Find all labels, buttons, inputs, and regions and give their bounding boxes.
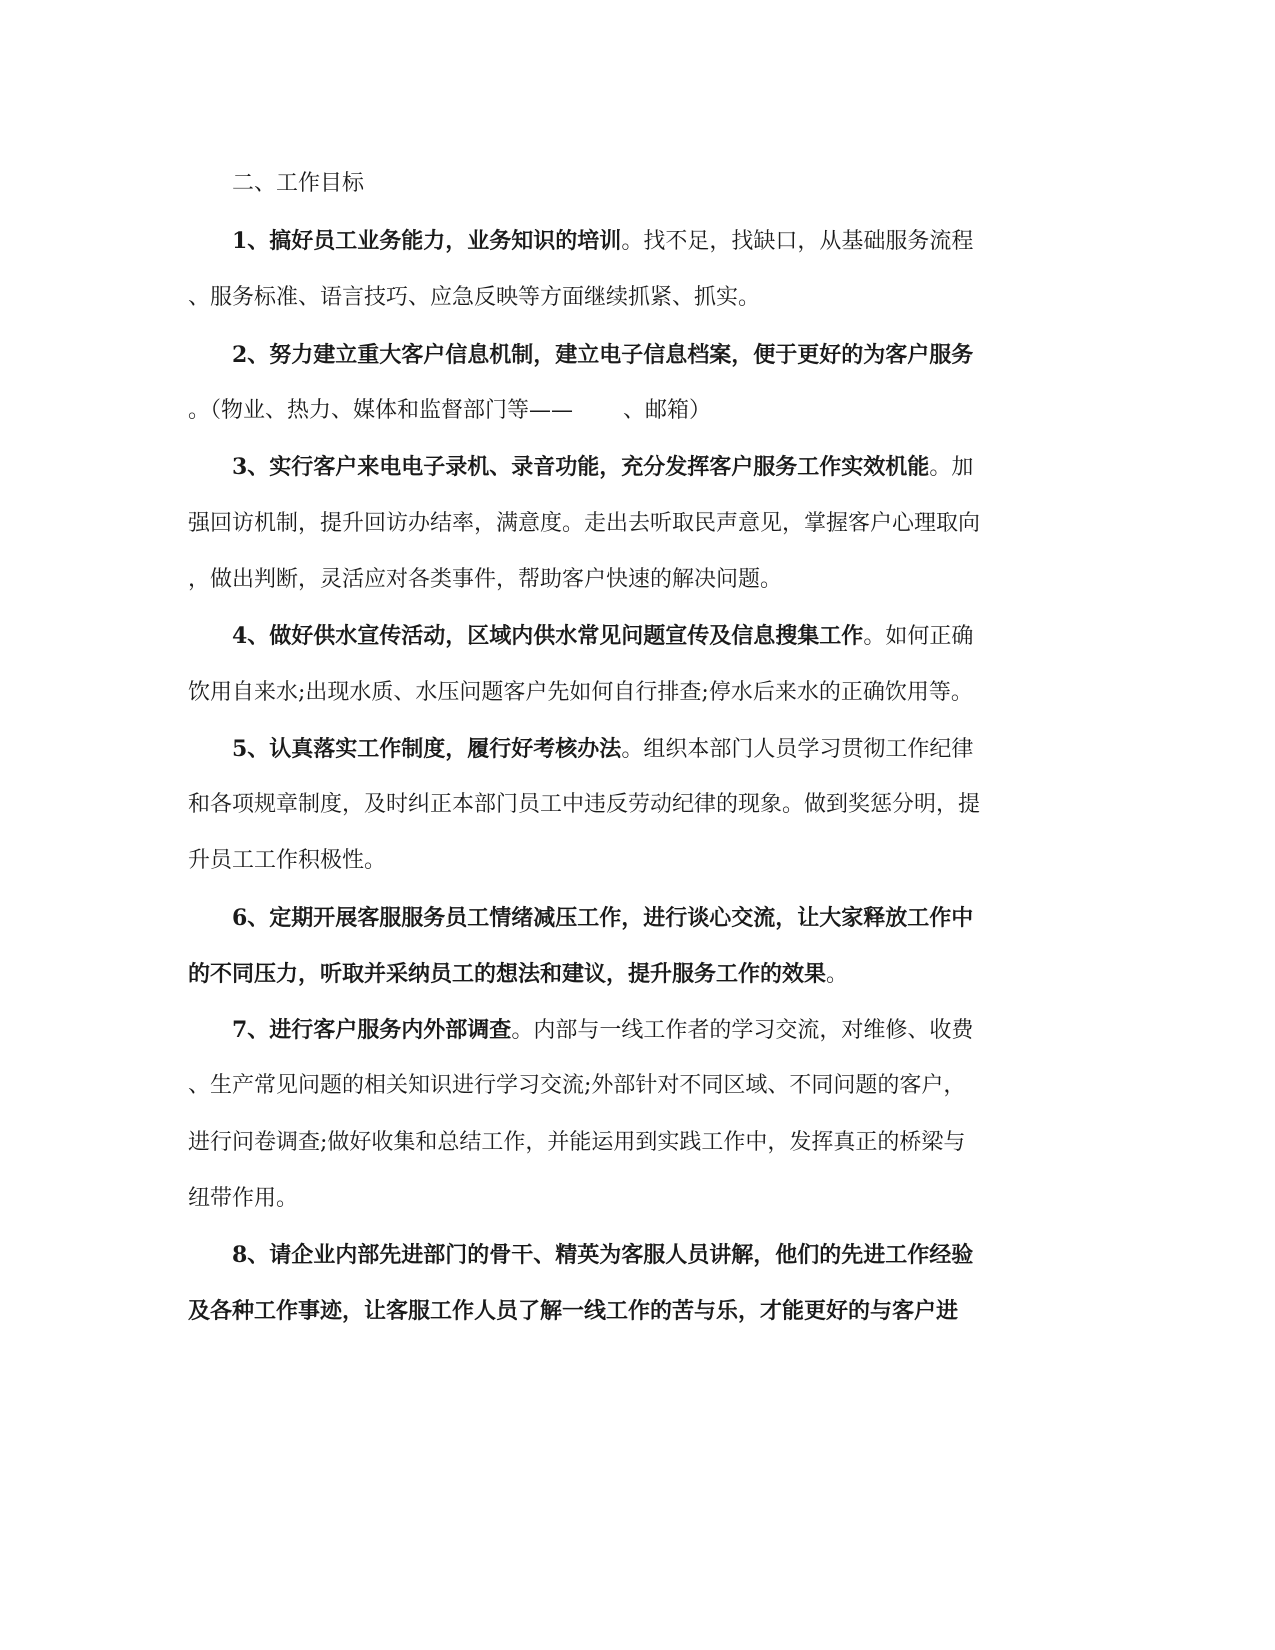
paragraph-5-lead: 5、认真落实工作制度，履行好考核办法 bbox=[232, 736, 622, 762]
paragraph-6 bbox=[232, 904, 973, 933]
paragraph-4-lead: 4、做好供水宣传活动，区域内供水常见问题宣传及信息搜集工作 bbox=[232, 623, 864, 649]
paragraph-6-line-2: 的不同压力，听取并采纳员工的想法和建议，提升服务工作的效果。 bbox=[188, 961, 849, 987]
paragraph-2-line-2: 。（物业、热力、媒体和监督部门等—— 、邮箱） bbox=[188, 398, 712, 423]
paragraph-8-lead: 8、请企业内部先进部门的骨干、精英为客服人员讲解，他们的先进工作经验 bbox=[232, 1242, 974, 1268]
paragraph-5-line-2: 和各项规章制度，及时纠正本部门员工中违反劳动纪律的现象。做到奖惩分明，提 bbox=[188, 792, 981, 817]
paragraph-7-line-4: 纽带作用。 bbox=[188, 1186, 299, 1211]
paragraph-4: 4、做好供水宣传活动，区域内供水常见问题宣传及信息搜集工作。如何正确 bbox=[232, 623, 974, 649]
paragraph-1-line-2: 、服务标准、语言技巧、应急反映等方面继续抓紧、抓实。 bbox=[188, 285, 761, 310]
paragraph-3-line-3: ，做出判断，灵活应对各类事件，帮助客户快速的解决问题。 bbox=[188, 567, 783, 592]
paragraph-8 bbox=[232, 1241, 973, 1270]
paragraph-3-lead: 3、实行客户来电电子录机、录音功能，充分发挥客户服务工作实效机能 bbox=[232, 454, 930, 480]
paragraph-8-line-2: 及各种工作事迹，让客服工作人员了解一线工作的苦与乐，才能更好的与客户进 bbox=[188, 1298, 959, 1324]
paragraph-2 bbox=[232, 341, 973, 370]
paragraph-4-line-2: 饮用自来水;出现水质、水压问题客户先如何自行排查;停水后来水的正确饮用等。 bbox=[188, 680, 973, 705]
paragraph-5: 5、认真落实工作制度，履行好考核办法。组织本部门人员学习贯彻工作纪律 bbox=[232, 736, 974, 762]
paragraph-7-line-2: 、生产常见问题的相关知识进行学习交流;外部针对不同区域、不同问题的客户， bbox=[188, 1073, 966, 1098]
paragraph-5-line-3: 升员工工作积极性。 bbox=[188, 848, 387, 873]
paragraph-3: 3、实行客户来电电子录机、录音功能，充分发挥客户服务工作实效机能。加 bbox=[232, 454, 974, 480]
paragraph-3-line-2: 强回访机制，提升回访办结率，满意度。走出去听取民声意见，掌握客户心理取向 bbox=[188, 511, 981, 536]
section-heading: 二、工作目标 bbox=[232, 171, 365, 196]
paragraph-7: 7、进行客户服务内外部调查。内部与一线工作者的学习交流，对维修、收费 bbox=[232, 1017, 974, 1043]
paragraph-6-lead: 6、定期开展客服服务员工情绪减压工作，进行谈心交流，让大家释放工作中 bbox=[232, 905, 974, 931]
paragraph-7-lead: 7、进行客户服务内外部调查 bbox=[232, 1017, 512, 1043]
paragraph-7-line-3: 进行问卷调查;做好收集和总结工作，并能运用到实践工作中，发挥真正的桥梁与 bbox=[188, 1130, 966, 1155]
paragraph-1-lead: 1、搞好员工业务能力，业务知识的培训 bbox=[232, 228, 622, 254]
paragraph-1: 1、搞好员工业务能力，业务知识的培训。找不足，找缺口，从基础服务流程 bbox=[232, 228, 974, 254]
paragraph-2-lead: 2、努力建立重大客户信息机制，建立电子信息档案，便于更好的为客户服务 bbox=[232, 342, 974, 368]
